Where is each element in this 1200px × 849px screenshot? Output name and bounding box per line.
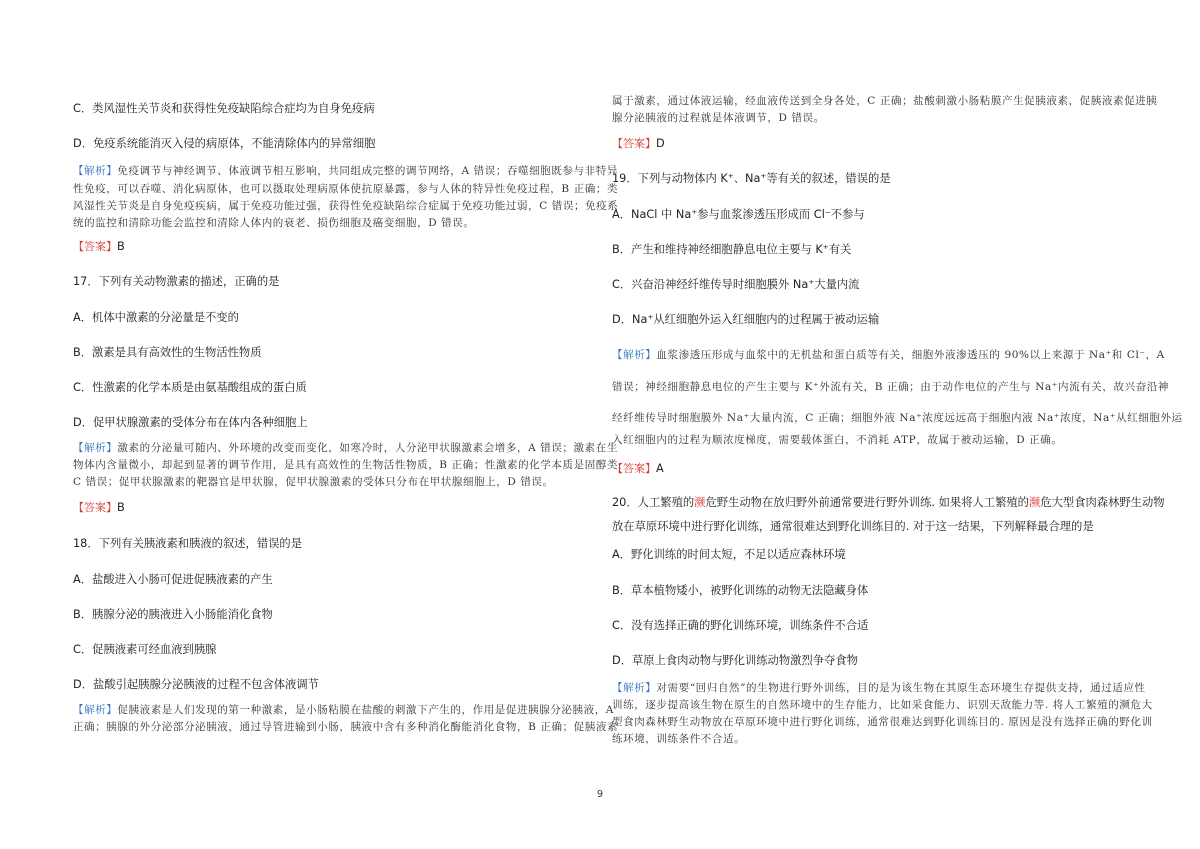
q20-explanation-line: 【解析】对需要“回归自然”的生物进行野外训练，目的是为该生物在其原生态环境生存提供支持，通过适应性 (612, 682, 1146, 694)
q17-stem: 17．下列有关动物激素的描述，正确的是 (73, 275, 280, 288)
q18-explanation-line: 正确；胰腺的外分泌部分泌胰液，通过导管进输到小肠，胰液中含有多种消化酶能消化食物，B 正确；促胰液素 (73, 721, 619, 733)
q17-explanation-line: 物体内含量微小，却起到显著的调节作用，是具有高效性的生物活性物质，B 正确；性激素的化学本质是固醇类， (73, 459, 630, 471)
q17-explanation-line: C 错误；促甲状腺激素的靶器官是甲状腺，促甲状腺激素的受体只分布在甲状腺细胞上，D 错误。 (73, 476, 554, 488)
answer-tag: 【答案】 (73, 240, 117, 253)
q16-option-c: C．类风湿性关节炎和获得性免疫缺陷综合症均为自身免疫病 (73, 102, 375, 115)
q19-option-b: B．产生和维持神经细胞静息电位主要与 K⁺有关 (612, 243, 852, 256)
answer-tag: 【答案】 (73, 501, 117, 514)
q17-explanation-line: 【解析】激素的分泌量可随内、外环境的改变而变化，如寒冷时，人分泌甲状腺激素会增多，A 错误；激素在生 (73, 442, 618, 454)
q16-answer: 【答案】B (73, 240, 125, 253)
explanation-tag: 【解析】 (612, 349, 657, 361)
q18-answer: 【答案】D (612, 137, 665, 150)
q19-option-d: D．Na⁺从红细胞外运入红细胞内的过程属于被动运输 (612, 313, 880, 326)
q17-option-a: A．机体中激素的分泌量是不变的 (73, 311, 239, 324)
q19-explanation-line: 错误；神经细胞静息电位的产生主要与 K⁺外流有关，B 正确；由于动作电位的产生与 Na⁺内流有关，故兴奋沿神 (612, 381, 1170, 393)
q20-explanation-line: 型食肉森林野生动物放在草原环境中进行野化训练，通常很难达到野化训练目的. 原因是没有选择正确的野化训 (612, 716, 1153, 728)
answer-tag: 【答案】 (612, 137, 656, 150)
page-number: 9 (596, 789, 604, 800)
q19-explanation-line: 经纤维传导时细胞膜外 Na⁺大量内流，C 正确；细胞外液 Na⁺浓度远远高于细胞内液 Na⁺浓度，Na⁺从红细胞外运 (612, 412, 1183, 424)
explanation-tag: 【解析】 (73, 704, 118, 716)
q18-option-a: A．盐酸进入小肠可促进促胰液素的产生 (73, 573, 273, 586)
q18-explanation-line: 【解析】促胰液素是人们发现的第一种激素，是小肠粘膜在盐酸的刺激下产生的，作用是促进胰腺分泌胰液，A (73, 704, 614, 716)
q19-explanation-line: 入红细胞内的过程为顺浓度梯度，需要载体蛋白，不消耗 ATP，故属于被动运输，D 正确。 (612, 434, 1063, 446)
q16-explanation-line: 性免疫，可以吞噬、消化病原体，也可以摄取处理病原体使抗原暴露，参与人体的特异性免疫过程，B 正确；类 (73, 183, 619, 195)
q19-answer: 【答案】A (612, 462, 664, 475)
explanation-tag: 【解析】 (73, 442, 118, 454)
q18-explanation-line: 属于激素，通过体液运输，经血液传送到全身各处，C 正确；盐酸刺激小肠粘膜产生促胰液素，促胰液素促进胰 (612, 95, 1158, 107)
q18-explanation-line: 腺分泌胰液的过程就是体液调节，D 错误。 (612, 112, 825, 124)
q20-stem: 20．人工繁殖的濒危野生动物在放归野外前通常要进行野外训练. 如果将人工繁殖的濒危大型食肉森林野生动物 (612, 496, 1165, 509)
q18-option-b: B．胰腺分泌的胰液进入小肠能消化食物 (73, 608, 273, 621)
q18-option-d: D．盐酸引起胰腺分泌胰液的过程不包含体液调节 (73, 678, 319, 691)
q18-option-c: C．促胰液素可经血液到胰腺 (73, 643, 217, 656)
explanation-tag: 【解析】 (612, 682, 657, 694)
q20-option-c: C．没有选择正确的野化训练环境，训练条件不合适 (612, 619, 869, 632)
q17-option-d: D．促甲状腺激素的受体分布在体内各种细胞上 (73, 416, 308, 429)
answer-tag: 【答案】 (612, 462, 656, 475)
q20-explanation-line: 训练，逐步提高该生物在原生的自然环境中的生存能力，比如采食能力、识别天敌能力等. 将人工繁殖的濒危大 (612, 699, 1153, 711)
highlighted-char: 濒 (1028, 496, 1041, 509)
q19-explanation-line: 【解析】血浆渗透压形成与血浆中的无机盐和蛋白质等有关，细胞外液渗透压的 90%以上来源于 Na⁺和 Cl⁻，A (612, 349, 1165, 361)
q20-explanation-line: 练环境，训练条件不合适。 (612, 733, 746, 745)
highlighted-char: 濒 (694, 496, 706, 509)
q19-stem: 19．下列与动物体内 K⁺、Na⁺等有关的叙述，错误的是 (612, 172, 891, 185)
q19-option-c: C．兴奋沿神经纤维传导时细胞膜外 Na⁺大量内流 (612, 278, 860, 291)
q16-explanation-line: 统的监控和清除功能会监控和清除人体内的衰老、损伤细胞及癌变细胞，D 错误。 (73, 217, 475, 229)
q20-option-a: A．野化训练的时间太短，不足以适应森林环境 (612, 548, 846, 561)
q19-option-a: A．NaCl 中 Na⁺参与血浆渗透压形成而 Cl⁻不参与 (612, 208, 865, 221)
q20-option-b: B．草本植物矮小，被野化训练的动物无法隐藏身体 (612, 584, 869, 597)
q16-explanation-line: 风湿性关节炎是自身免疫疾病，属于免疫功能过强，获得性免疫缺陷综合症属于免疫功能过弱，C 错误；免疫系 (73, 200, 619, 212)
q16-option-d: D．免疫系统能消灭入侵的病原体，不能清除体内的异常细胞 (73, 137, 376, 150)
q16-explanation-line: 【解析】免疫调节与神经调节、体液调节相互影响，共同组成完整的调节网络，A 错误；吞噬细胞既参与非特异 (73, 165, 618, 177)
explanation-tag: 【解析】 (73, 165, 118, 177)
q17-answer: 【答案】B (73, 501, 125, 514)
q17-option-b: B．激素是具有高效性的生物活性物质 (73, 346, 262, 359)
q17-option-c: C．性激素的化学本质是由氨基酸组成的蛋白质 (73, 381, 307, 394)
q20-stem-line2: 放在草原环境中进行野化训练，通常很难达到野化训练目的. 对于这一结果，下列解释最合理的是 (612, 520, 1094, 533)
q20-option-d: D．草原上食肉动物与野化训练动物激烈争夺食物 (612, 654, 858, 667)
q18-stem: 18．下列有关胰液素和胰液的叙述，错误的是 (73, 537, 303, 550)
